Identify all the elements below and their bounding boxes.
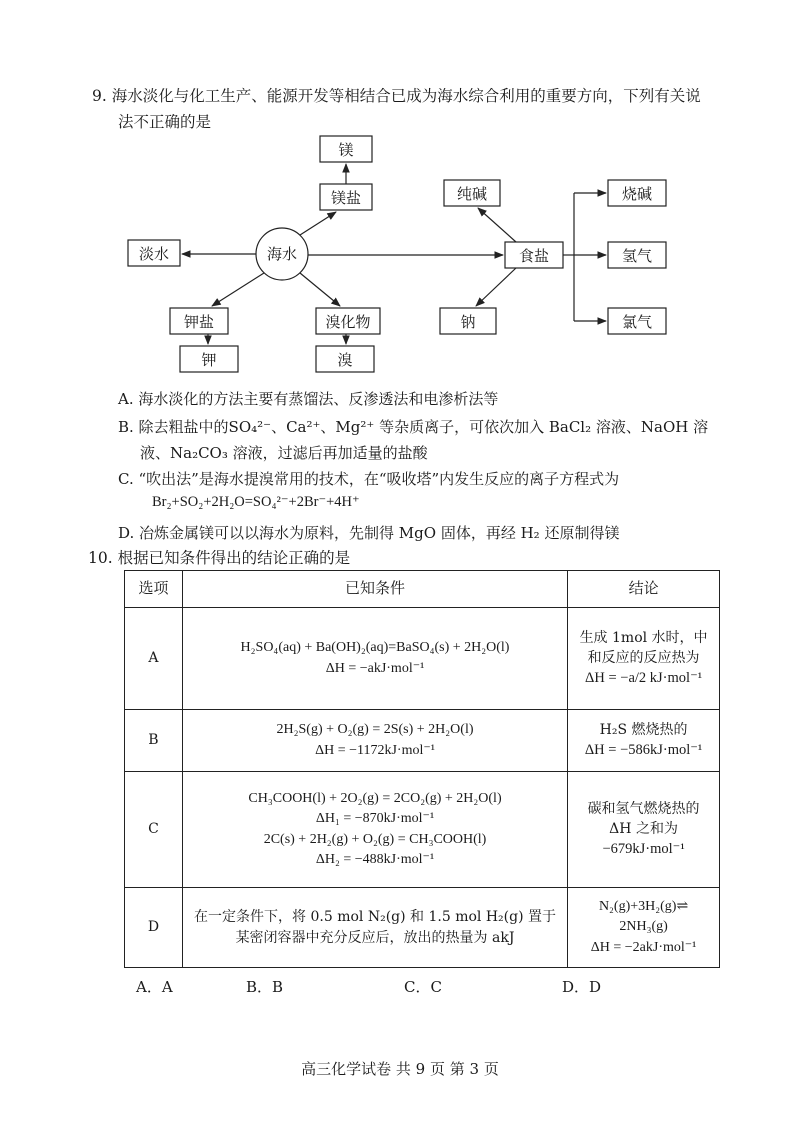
q10-header-row xyxy=(125,571,720,608)
row-d-condition xyxy=(182,888,567,968)
row-d-conclusion xyxy=(568,888,720,968)
row-a-option: A xyxy=(125,608,183,710)
row-b-cond1: 2H₂S(g) + O₂(g) = 2S(s) + 2H₂O(l) xyxy=(276,722,474,738)
row-a-conclusion xyxy=(568,608,720,710)
bromine-node xyxy=(316,346,374,372)
q10-row-b xyxy=(125,710,720,772)
seawater-utilization-diagram xyxy=(0,0,800,380)
row-c-cond4: ΔH₂ = −488kJ·mol⁻¹ xyxy=(315,851,435,867)
hydrogen-label: 氢气 xyxy=(621,247,653,265)
row-c-concl2: ΔH 之和为 xyxy=(609,820,678,837)
row-c-cond1: CH₃COOH(l) + 2O₂(g) = 2CO₂(g) + 2H₂O(l) xyxy=(248,790,502,806)
sodium-node xyxy=(440,308,496,334)
table-salt-node xyxy=(505,242,563,268)
row-c-option: C xyxy=(125,772,183,888)
row-b-concl2: ΔH = −586kJ·mol⁻¹ xyxy=(584,742,703,759)
bromide-node xyxy=(316,308,380,334)
row-c-cond3: 2C(s) + 2H₂(g) + O₂(g) = CH₃COOH(l) xyxy=(263,831,487,847)
arrow-to-soda-ash xyxy=(478,208,516,242)
arrow-to-bromide xyxy=(300,273,340,306)
chlorine-label: 氯气 xyxy=(621,313,653,331)
fresh-water-node xyxy=(128,240,180,266)
arrow-to-potassium-salt xyxy=(212,273,264,306)
row-a-cond2: ΔH = −akJ·mol⁻¹ xyxy=(325,660,425,676)
row-d-cond2: 某密闭容器中充分反应后，放出的热量为 akJ xyxy=(235,929,515,946)
caustic-soda-node xyxy=(608,180,666,206)
row-d-cond1: 在一定条件下，将 0.5 mol N₂(g) 和 1.5 mol H₂(g) 置于 xyxy=(194,909,556,926)
row-a-condition xyxy=(182,608,567,710)
row-c-concl3: −679kJ·mol⁻¹ xyxy=(602,841,685,858)
row-b-conclusion xyxy=(568,710,720,772)
q9-option-a: A. 海水淡化的方法主要有蒸馏法、反渗透法和电渗析法等 xyxy=(118,390,499,408)
q10-answer-b: B．B xyxy=(246,978,284,996)
q10-stem: 10. 根据已知条件得出的结论正确的是 xyxy=(88,549,351,567)
bromine-label: 溴 xyxy=(337,351,353,369)
row-d-concl1: N₂(g)+3H₂(g)⇌ xyxy=(598,899,689,915)
row-a-concl1: 生成 1mol 水时，中 xyxy=(579,629,708,646)
caustic-soda-label: 烧碱 xyxy=(621,185,653,203)
q10-table xyxy=(124,570,720,968)
q10-answer-d: D．D xyxy=(562,978,602,996)
row-c-conclusion xyxy=(568,772,720,888)
q9-option-c-equation: Br₂+SO₂+2H₂O=SO₄²⁻+2Br⁻+4H⁺ xyxy=(152,494,360,510)
page-footer: 高三化学试卷 共 9 页 第 3 页 xyxy=(301,1060,499,1078)
row-c-cond2: ΔH₁ = −870kJ·mol⁻¹ xyxy=(315,811,435,827)
magnesium-salt-node xyxy=(320,184,372,210)
magnesium-salt-label: 镁盐 xyxy=(330,189,362,207)
q9-stem-line2: 法不正确的是 xyxy=(118,113,212,131)
row-b-concl1: H₂S 燃烧热的 xyxy=(599,721,688,738)
row-b-condition xyxy=(182,710,567,772)
sodium-label: 钠 xyxy=(460,313,476,331)
bromide-label: 溴化物 xyxy=(325,313,371,331)
row-b-option: B xyxy=(125,710,183,772)
row-c-concl1: 碳和氢气燃烧热的 xyxy=(587,800,700,817)
arrow-to-sodium xyxy=(476,268,516,306)
q9-option-b-line2: 液、Na₂CO₃ 溶液，过滤后再加适量的盐酸 xyxy=(140,444,428,462)
row-b-cond2: ΔH = −1172kJ·mol⁻¹ xyxy=(315,742,435,758)
soda-ash-node xyxy=(444,180,500,206)
header-conclusion: 结论 xyxy=(568,571,720,608)
row-a-cond1: H₂SO₄(aq) + Ba(OH)₂(aq)=BaSO₄(s) + 2H₂O(l) xyxy=(240,640,510,656)
header-option: 选项 xyxy=(125,571,183,608)
magnesium-label: 镁 xyxy=(338,141,354,159)
q9-option-d: D. 冶炼金属镁可以以海水为原料，先制得 MgO 固体，再经 H₂ 还原制得镁 xyxy=(118,524,620,542)
row-a-concl3: ΔH = −a/2 kJ·mol⁻¹ xyxy=(585,670,703,687)
q9-stem-line1: 9. 海水淡化与化工生产、能源开发等相结合已成为海水综合利用的重要方向，下列有关说 xyxy=(92,87,701,105)
q10-row-d xyxy=(125,888,720,968)
row-a-concl2: 和反应的反应热为 xyxy=(587,649,700,666)
q9-option-b-line1: B. 除去粗盐中的SO₄²⁻、Ca²⁺、Mg²⁺ 等杂质离子，可依次加入 BaCl₂ 溶液、NaOH 溶 xyxy=(118,418,709,436)
q10-row-a xyxy=(125,608,720,710)
potassium-salt-label: 钾盐 xyxy=(183,313,215,331)
q10-row-c xyxy=(125,772,720,888)
potassium-salt-node xyxy=(170,308,228,334)
row-d-option: D xyxy=(125,888,183,968)
magnesium-node xyxy=(320,136,372,162)
q9-option-c-line1: C. “吹出法”是海水提溴常用的技术，在“吸收塔”内发生反应的离子方程式为 xyxy=(118,470,620,488)
soda-ash-label: 纯碱 xyxy=(456,185,488,203)
q10-answer-c: C．C xyxy=(404,978,442,996)
fresh-water-label: 淡水 xyxy=(138,245,170,263)
row-c-condition xyxy=(182,772,567,888)
chlorine-node xyxy=(608,308,666,334)
seawater-label: 海水 xyxy=(266,245,298,263)
arrow-to-magnesium-salt xyxy=(300,212,336,235)
hydrogen-node xyxy=(608,242,666,268)
row-d-concl2: 2NH₃(g) xyxy=(619,919,668,935)
potassium-node xyxy=(180,346,238,372)
q10-answer-a: A．A xyxy=(136,978,173,996)
row-d-concl3: ΔH = −2akJ·mol⁻¹ xyxy=(590,939,697,955)
potassium-label: 钾 xyxy=(201,351,217,369)
header-condition: 已知条件 xyxy=(182,571,567,608)
table-salt-label: 食盐 xyxy=(518,247,550,265)
